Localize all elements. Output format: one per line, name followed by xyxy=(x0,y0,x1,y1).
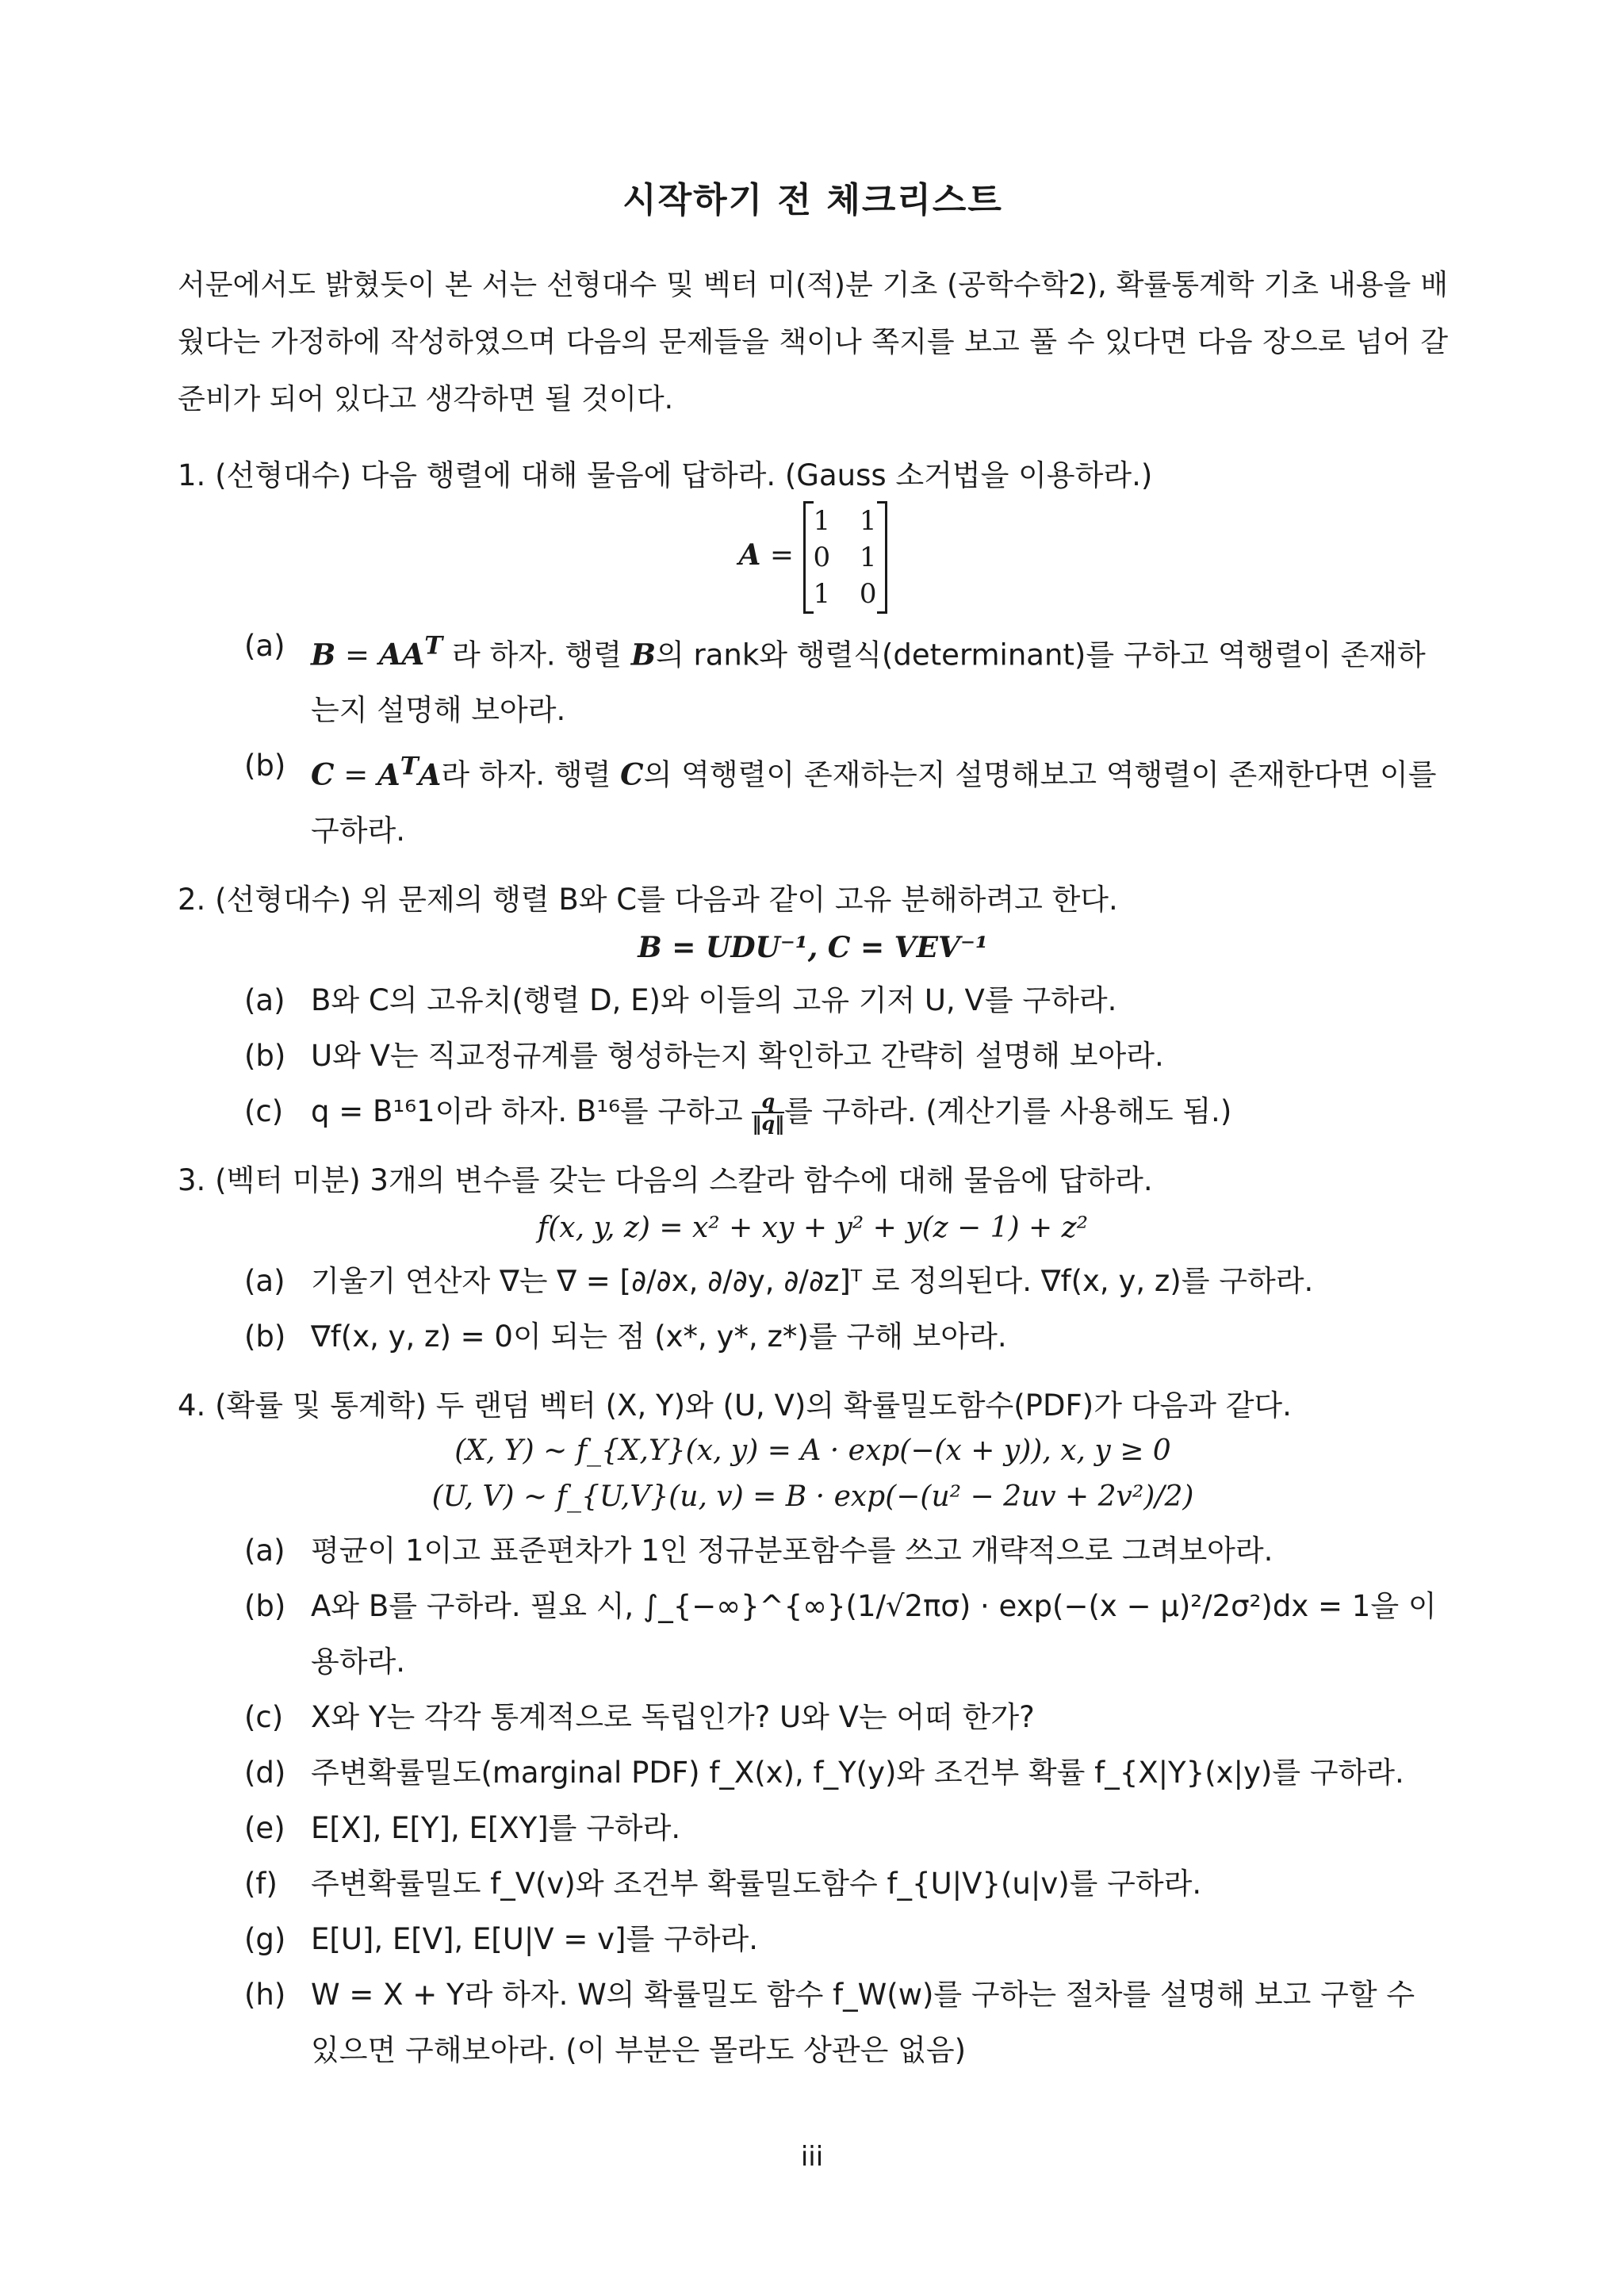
problem-1-a: (a) $B = AA^T$ 라 하자. 행렬 B의 rank와 행렬식(determinant)를 구하고 역행렬이 존재하는지 설명해 보아라. xyxy=(244,629,1426,728)
problem-4-lead: 4. (확률 및 통계학) 두 랜덤 벡터 (X, Y)와 (U, V)의 확률밀도함수(PDF)가 다음과 같다. xyxy=(178,1388,1292,1423)
problem-2-b: (b) U와 V는 직교정규계를 형성하는지 확인하고 간략히 설명해 보아라. xyxy=(244,1038,1164,1073)
problem-4-item: (g) E[U], E[V], E[U|V = v]를 구하라. xyxy=(244,1921,758,1956)
problem-1-lead: 1. (선형대수) 다음 행렬에 대해 물음에 답하라. (Gauss 소거법을 이용하라.) xyxy=(178,458,1153,492)
problem-3-a: (a) 기울기 연산자 ∇는 ∇ = [∂/∂x, ∂/∂y, ∂/∂z]ᵀ 로 정의된다. ∇f(x, y, z)를 구하라. xyxy=(244,1263,1314,1298)
matrix-equation: A = 1 1 0 1 1 0 xyxy=(178,501,1448,614)
problem-2-equation: B = UDU⁻¹, C = VEV⁻¹ xyxy=(638,930,988,964)
problem-2-lead: 2. (선형대수) 위 문제의 행렬 B와 C를 다음과 같이 고유 분해하려고 한다. xyxy=(178,882,1118,917)
problem-4-item: (a) 평균이 1이고 표준편차가 1인 정규분포함수를 쓰고 개략적으로 그려보아라. xyxy=(244,1533,1274,1568)
intro-paragraph: 서문에서도 밝혔듯이 본 서는 선형대수 및 벡터 미(적)분 기초 (공학수학2), 확률통계학 기초 내용을 배웠다는 가정하에 작성하였으며 다음의 문제들을 책이나 쪽지를 보고 풀 수 있다면 다음 장으로 넘어 갈 준비가 되어 있다고 생각하면 될 것이다. xyxy=(178,269,1448,416)
problem-4-item: (h) W = X + Y라 하자. W의 확률밀도 함수 f_W(w)를 구하는 절차를 설명해 보고 구할 수 있으면 구해보아라. (이 부분은 몰라도 상관은 없음) xyxy=(244,1977,1415,2067)
matrix-row: 1 0 xyxy=(813,578,877,610)
problem-2-c: (c) q = B¹⁶1이라 하자. B¹⁶를 구하고 $\frac{q}{‖q‖}$ 를 구하라. (계산기를 사용해도 됨.) xyxy=(244,1090,1232,1136)
problem-4-item: (b) A와 B를 구하라. 필요 시, ∫_{−∞}^{∞}(1/√2πσ) · exp(−(x − μ)²/2σ²)dx = 1을 이용하라. xyxy=(244,1588,1437,1679)
problem-3 xyxy=(178,1158,1448,1365)
problem-1 xyxy=(178,454,1448,859)
problem-4 xyxy=(178,1384,1448,2078)
problem-2 xyxy=(178,878,1448,1139)
problem-4-item: (e) E[X], E[Y], E[XY]를 구하라. xyxy=(244,1810,681,1845)
problem-4-equation-2: (U, V) ~ f_{U,V}(u, v) = B · exp(−(u² − 2uv + 2v²)/2) xyxy=(431,1480,1194,1513)
problem-4-item: (d) 주변확률밀도(marginal PDF) f_X(x), f_Y(y)와 조건부 확률 f_{X|Y}(x|y)를 구하라. xyxy=(244,1755,1404,1790)
matrix-row: 0 1 xyxy=(813,542,877,573)
problem-2-a: (a) B와 C의 고유치(행렬 D, E)와 이들의 고유 기저 U, V를 구하라. xyxy=(244,982,1117,1017)
problem-4-equation-1: (X, Y) ~ f_{X,Y}(x, y) = A · exp(−(x + y)), x, y ≥ 0 xyxy=(454,1434,1171,1467)
problem-3-lead: 3. (벡터 미분) 3개의 변수를 갖는 다음의 스칼라 함수에 대해 물음에 답하라. xyxy=(178,1162,1153,1197)
problem-4-item: (f) 주변확률밀도 f_V(v)와 조건부 확률밀도함수 f_{U|V}(u|v)를 구하라. xyxy=(244,1866,1202,1901)
problem-4-item: (c) X와 Y는 각각 통계적으로 독립인가? U와 V는 어떠 한가? xyxy=(244,1699,1035,1734)
problem-3-b: (b) ∇f(x, y, z) = 0이 되는 점 (x*, y*, z*)를 구해 보아라. xyxy=(244,1319,1007,1354)
page-number: iii xyxy=(800,2141,824,2173)
page-title: 시작하기 전 체크리스트 xyxy=(622,180,1003,220)
matrix-name: A xyxy=(738,538,761,572)
matrix-row: 1 1 xyxy=(813,505,877,537)
document-page xyxy=(178,159,1448,2078)
problem-1-b: (b) $C = A^TA$라 하자. 행렬 C의 역행렬이 존재하는지 설명해보고 역행렬이 존재한다면 이를 구하라. xyxy=(244,749,1437,848)
matrix-a xyxy=(803,501,887,614)
problem-3-equation: f(x, y, z) = x² + xy + y² + y(z − 1) + z² xyxy=(537,1211,1089,1244)
